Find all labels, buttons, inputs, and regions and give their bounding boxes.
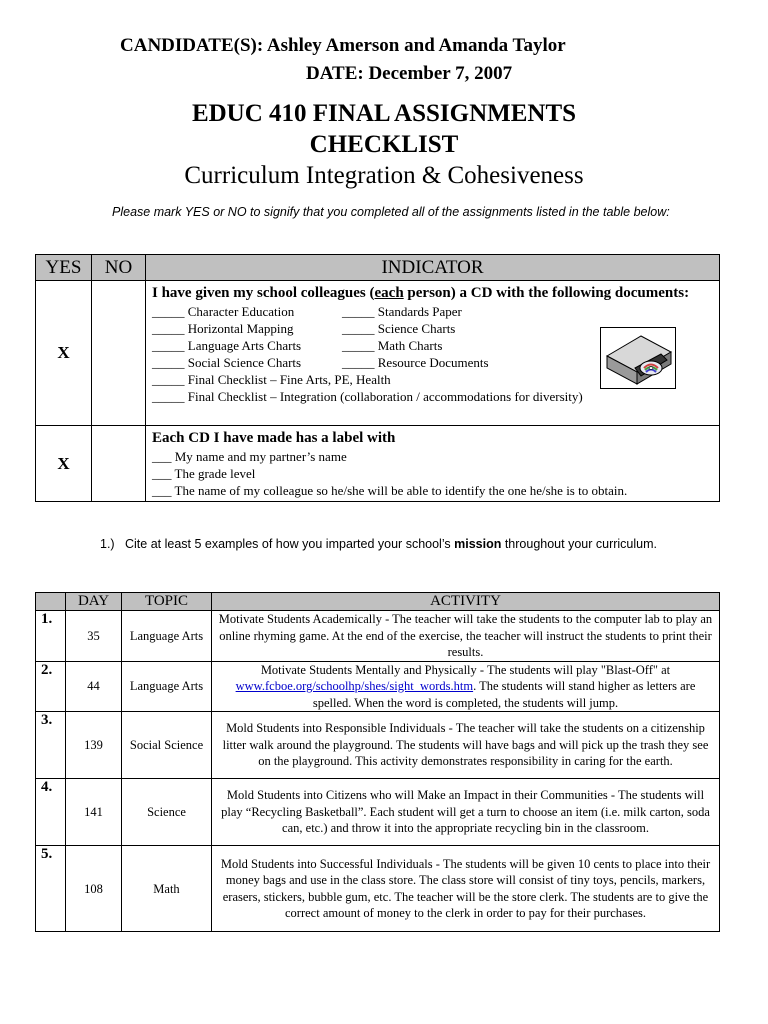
title-line-1: EDUC 410 FINAL ASSIGNMENTS [191, 100, 577, 127]
no-mark-1 [92, 281, 146, 426]
heading-post: person) a CD with the following documents: [403, 285, 690, 301]
row-topic: Language Arts [122, 661, 212, 712]
cd-drive-icon [600, 327, 676, 389]
row-number: 3. [36, 712, 66, 779]
row-day: 141 [66, 779, 122, 846]
checklist-item: _____ Social Science Charts _____ Resource Documents [152, 355, 489, 370]
checklist-item: _____ Final Checklist – Fine Arts, PE, Health [152, 372, 391, 387]
indicator-cd [146, 281, 720, 426]
checklist-item: _____ Character Education _____ Standards Paper [152, 304, 462, 319]
row-activity: Motivate Students Academically - The teacher will take the students to the computer lab to play an online rhyming game. At the end of the exercise, the teacher will instruct the students to print their results. [212, 611, 720, 662]
num-header [36, 593, 66, 611]
title-line-2: CHECKLIST [309, 131, 459, 158]
page-title [0, 98, 768, 160]
activities-header-row [36, 593, 720, 611]
row-day: 35 [66, 611, 122, 662]
no-header: NO [92, 255, 146, 281]
checklist-header-row [36, 255, 720, 281]
row-activity: Mold Students into Successful Individuals - The students will be given 10 cents to place into their money bags and use in the class store. The class store will consist of tiny toys, pencils, markers, erasers, stickers, bubble gum, etc. The teacher will be the store clerk. The students are to give the correct amount of money to the clerk in order to pay for their purchases. [212, 846, 720, 932]
row-activity: Mold Students into Responsible Individuals - The teacher will take the students on a citizenship litter walk around the playground. The students will have bags and will pick up the trash they see on the playground. This activity demonstrates responsibility in caring for the earth. [212, 712, 720, 779]
row-day: 44 [66, 661, 122, 712]
checklist-row-cd [36, 281, 720, 426]
row-activity: Mold Students into Citizens who will Make an Impact in their Communities - The students will play “Recycling Basketball”. Each student will get a turn to choose an item (i.e. milk carton, soda can, etc.) and throw it into the appropriate recycling bin in the classroom. [212, 779, 720, 846]
activity-row [36, 712, 720, 779]
row-number: 4. [36, 779, 66, 846]
row-day: 139 [66, 712, 122, 779]
checklist-table [35, 254, 720, 502]
sight-words-link[interactable]: www.fcboe.org/schoolhp/shes/sight_words.htm [235, 679, 474, 693]
page-subtitle: Curriculum Integration & Cohesiveness [184, 162, 584, 189]
day-header: DAY [66, 593, 122, 611]
yes-header: YES [36, 255, 92, 281]
no-mark-2 [92, 426, 146, 502]
activity-row [36, 846, 720, 932]
instructions-text: Please mark YES or NO to signify that you completed all of the assignments listed in the table below: [112, 205, 670, 219]
question-text: Cite at least 5 examples of how you imparted your school’s mission throughout your curriculum. [125, 537, 657, 551]
yes-mark-1: X [36, 281, 92, 426]
heading-emphasis: each [374, 285, 404, 301]
checklist-item: _____ Horizontal Mapping _____ Science Charts [152, 321, 456, 336]
row-topic: Science [122, 779, 212, 846]
checklist-row-label [36, 426, 720, 502]
question-number: 1.) [100, 537, 115, 551]
activity-row [36, 611, 720, 662]
row-number: 1. [36, 611, 66, 662]
checklist-item: ___ The grade level [152, 466, 256, 481]
activity-row [36, 779, 720, 846]
activity-header: ACTIVITY [212, 593, 720, 611]
candidate-line: CANDIDATE(S): Ashley Amerson and Amanda Taylor [120, 35, 566, 56]
row-activity: Motivate Students Mentally and Physically - The students will play "Blast-Off" at www.fcboe.org/schoolhp/shes/sight_words.htm. The students will stand higher as letters are spelled. When the word is completed, the students will jump. [212, 661, 720, 712]
row-topic: Social Science [122, 712, 212, 779]
indicator-label [146, 426, 720, 502]
indicator-heading [152, 283, 713, 303]
checklist-item: ___ The name of my colleague so he/she will be able to identify the one he/she is to obtain. [152, 483, 628, 498]
activity-row [36, 661, 720, 712]
row-topic: Language Arts [122, 611, 212, 662]
heading-pre: I have given my school colleagues ( [152, 285, 375, 301]
row-number: 2. [36, 661, 66, 712]
date-line: DATE: December 7, 2007 [306, 63, 513, 84]
indicator-heading: Each CD I have made has a label with [152, 430, 396, 446]
row-topic: Math [122, 846, 212, 932]
yes-mark-2: X [36, 426, 92, 502]
checklist-item: _____ Language Arts Charts _____ Math Charts [152, 338, 443, 353]
row-number: 5. [36, 846, 66, 932]
topic-header: TOPIC [122, 593, 212, 611]
row-day: 108 [66, 846, 122, 932]
indicator-header: INDICATOR [146, 255, 720, 281]
activities-table [35, 592, 720, 932]
checklist-item: _____ Final Checklist – Integration (collaboration / accommodations for diversity) [152, 389, 583, 404]
checklist-item: ___ My name and my partner’s name [152, 449, 347, 464]
